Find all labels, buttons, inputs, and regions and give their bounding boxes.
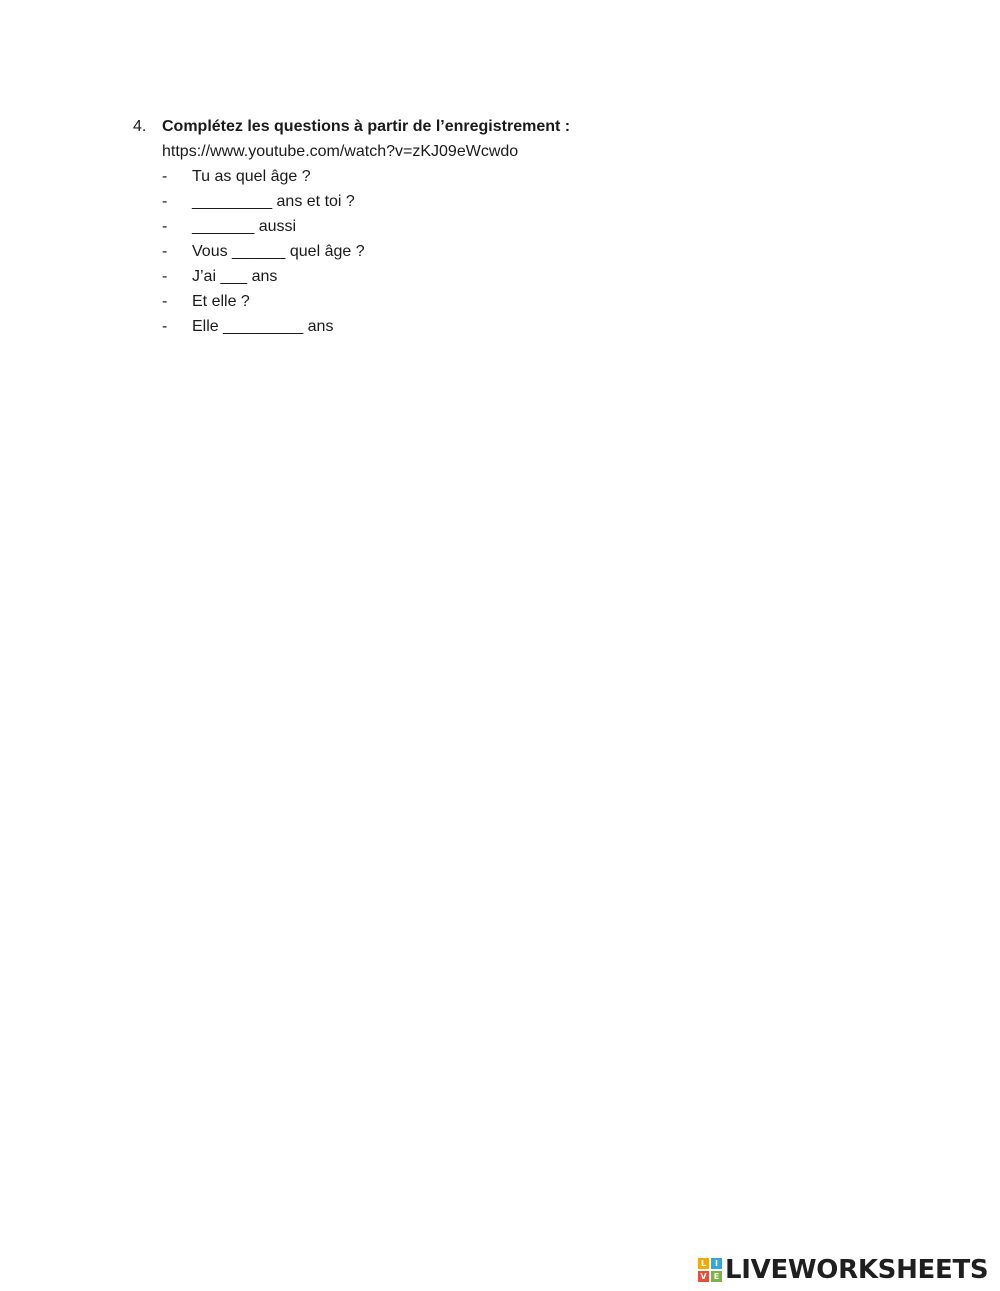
exercise-heading-row	[133, 114, 733, 139]
list-item-text: Tu as quel âge ?	[192, 168, 311, 185]
list-item	[133, 314, 733, 339]
bullet-dash: -	[162, 168, 168, 185]
bullet-dash: -	[162, 193, 168, 210]
liveworksheets-logo	[698, 1257, 988, 1283]
bullet-dash: -	[162, 218, 168, 235]
list-item-text: Elle _________ ans	[192, 318, 334, 335]
list-item-text: J’ai ___ ans	[192, 268, 278, 285]
exercise	[133, 114, 733, 339]
list-item	[133, 189, 733, 214]
list-item-text: Vous ______ quel âge ?	[192, 243, 365, 260]
list-item	[133, 239, 733, 264]
list-item-text: _________ ans et toi ?	[192, 193, 355, 210]
exercise-number: 4.	[133, 118, 147, 135]
list-item-text: Et elle ?	[192, 293, 250, 310]
bullet-dash: -	[162, 318, 168, 335]
list-item	[133, 214, 733, 239]
logo-tile: V	[698, 1271, 709, 1282]
logo-tile: L	[698, 1258, 709, 1269]
logo-tiles-icon	[698, 1258, 722, 1282]
exercise-url[interactable]: https://www.youtube.com/watch?v=zKJ09eWcwdo	[162, 143, 519, 160]
logo-tile: E	[711, 1271, 722, 1282]
logo-tile: I	[711, 1258, 722, 1269]
exercise-heading: Complétez les questions à partir de l’enregistrement :	[162, 118, 571, 135]
bullet-dash: -	[162, 293, 168, 310]
bullet-dash: -	[162, 243, 168, 260]
bullet-dash: -	[162, 268, 168, 285]
logo-text: LIVEWORKSHEETS	[725, 1255, 989, 1285]
question-list	[133, 164, 733, 339]
list-item	[133, 164, 733, 189]
list-item	[133, 264, 733, 289]
list-item-text: _______ aussi	[192, 218, 297, 235]
list-item	[133, 289, 733, 314]
